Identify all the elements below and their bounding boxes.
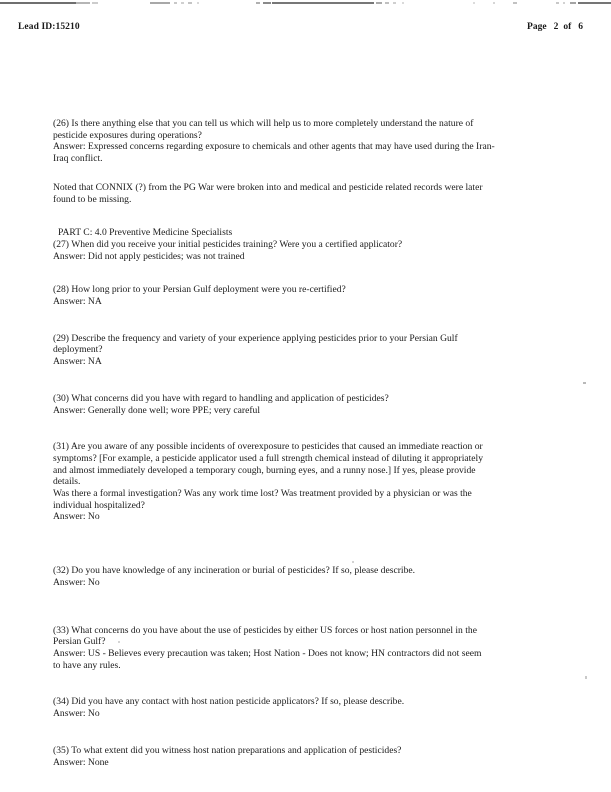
- question-line: (28) How long prior to your Persian Gulf deployment were you re-certified?: [53, 284, 346, 296]
- page-word: Page: [527, 22, 547, 32]
- question-block-33: [53, 625, 517, 672]
- answer-line: Answer: No: [53, 708, 100, 720]
- spacer: [53, 671, 517, 696]
- question-block-32: [53, 565, 517, 588]
- scan-streak: [393, 2, 396, 4]
- note-line: Noted that CONNIX (?) from the PG War were broken into and medical and pesticide related records were later: [53, 181, 483, 193]
- scan-streak: [181, 2, 184, 4]
- scan-streak: [385, 2, 389, 4]
- scan-streak: [556, 2, 559, 4]
- spacer: [53, 416, 517, 441]
- scan-streak: [150, 2, 170, 4]
- answer-line: Answer: No: [53, 576, 100, 588]
- question-line: (31) Are you aware of any possible incidents of overexposure to pesticides that caused an immediate reaction or: [53, 441, 483, 453]
- scan-streak: [376, 2, 382, 4]
- answer-line: to have any rules.: [53, 659, 121, 671]
- question-line: (34) Did you have any contact with host nation pesticide applicators? If so, please describe.: [53, 696, 405, 708]
- question-line: (35) To what extent did you witness host nation preparations and application of pesticides?: [53, 744, 402, 756]
- question-line: Was there a formal investigation? Was any work time lost? Was treatment provided by a physician or was the: [53, 488, 472, 500]
- answer-line: Iraq conflict.: [53, 153, 103, 165]
- question-line: (29) Describe the frequency and variety of your experience applying pesticides prior to your Persian Gulf: [53, 332, 458, 344]
- page-of-word: of: [563, 22, 572, 32]
- scan-streak: [473, 2, 475, 4]
- spacer: [53, 368, 517, 393]
- lead-id-value: 15210: [55, 22, 80, 32]
- answer-line: Answer: NA: [53, 356, 102, 368]
- spacer: [53, 523, 517, 548]
- question-line: and almost immediately developed a temporary cough, burning eyes, and a runny nose.] If yes, please provide: [53, 464, 476, 476]
- question-block-29: [53, 333, 517, 368]
- scan-streak: [513, 2, 517, 4]
- question-line: (27) When did you receive your initial pesticides training? Were you a certified applicator?: [53, 238, 403, 250]
- page-total: 6: [578, 22, 583, 32]
- question-line: individual hospitalized?: [53, 499, 145, 511]
- scan-streak-artifacts: [0, 0, 611, 10]
- answer-line: Answer: None: [53, 756, 109, 768]
- question-block-30: [53, 393, 517, 416]
- scan-streak: [493, 2, 495, 4]
- answer-line: Answer: Generally done well; wore PPE; very careful: [53, 404, 260, 416]
- scan-streak: [263, 2, 271, 4]
- question-line: details.: [53, 476, 81, 488]
- scan-streak: [197, 2, 199, 4]
- scan-speck: [583, 382, 586, 384]
- page-header: [18, 22, 583, 36]
- note-block-connix: [53, 182, 517, 205]
- scan-streak: [402, 2, 404, 4]
- answer-line: Answer: NA: [53, 296, 102, 308]
- scan-streak: [188, 2, 192, 4]
- scan-streak: [174, 2, 177, 4]
- spacer: [53, 614, 517, 625]
- question-line: (30) What concerns did you have with regard to handling and application of pesticides?: [53, 392, 389, 404]
- spacer: [53, 589, 517, 614]
- answer-line: Answer: Did not apply pesticides; was not trained: [53, 250, 245, 262]
- question-line: pesticide exposures during operations?: [53, 129, 202, 141]
- spacer: [53, 548, 517, 565]
- spacer: [53, 262, 517, 284]
- scan-speck: [585, 676, 587, 679]
- part-c-heading: PART C: 4.0 Preventive Medicine Specialists: [58, 227, 233, 239]
- question-block-26: [53, 118, 517, 165]
- scan-streak: [256, 2, 260, 4]
- spacer: [53, 308, 517, 333]
- question-line: symptoms? [For example, a pesticide applicator used a full strength chemical instead of diluting it appropriately: [53, 452, 483, 464]
- question-block-28: [53, 284, 517, 307]
- question-block-35: [53, 745, 517, 768]
- part-c-heading-block: [53, 227, 517, 262]
- question-line: deployment?: [53, 344, 103, 356]
- scan-streak: [578, 2, 611, 4]
- scan-streak: [563, 2, 565, 4]
- lead-id-label: Lead ID:: [18, 22, 56, 32]
- answer-line: Answer: US - Believes every precaution was taken; Host Nation - Does not know; HN contractors did not seem: [53, 647, 482, 659]
- question-line: (33) What concerns do you have about the use of pesticides by either US forces or host nation personnel in the: [53, 624, 477, 636]
- question-line: Persian Gulf?: [53, 636, 106, 648]
- scan-streak: [272, 2, 374, 4]
- question-block-31: [53, 441, 517, 523]
- page-number: 2: [553, 22, 559, 32]
- scan-streak: [92, 2, 98, 4]
- question-line: (26) Is there anything else that you can tell us which will help us to more completely understand the nature of: [53, 118, 474, 129]
- note-line: found to be missing.: [53, 193, 132, 205]
- scan-streak: [76, 2, 90, 4]
- spacer: [53, 205, 517, 227]
- spacer: [53, 165, 517, 182]
- question-block-34: [53, 696, 517, 719]
- document-body: [53, 118, 517, 768]
- spacer: [53, 720, 517, 745]
- lead-id: [18, 22, 80, 32]
- answer-line: Answer: Expressed concerns regarding exposure to chemicals and other agents that may have used during the Iran-: [53, 141, 495, 153]
- page-indicator: [527, 22, 583, 32]
- scan-streak: [570, 2, 576, 4]
- question-line: (32) Do you have knowledge of any incineration or burial of pesticides? If so, please describe.: [53, 565, 416, 577]
- scan-streak: [0, 2, 76, 4]
- answer-line: Answer: No: [53, 511, 100, 523]
